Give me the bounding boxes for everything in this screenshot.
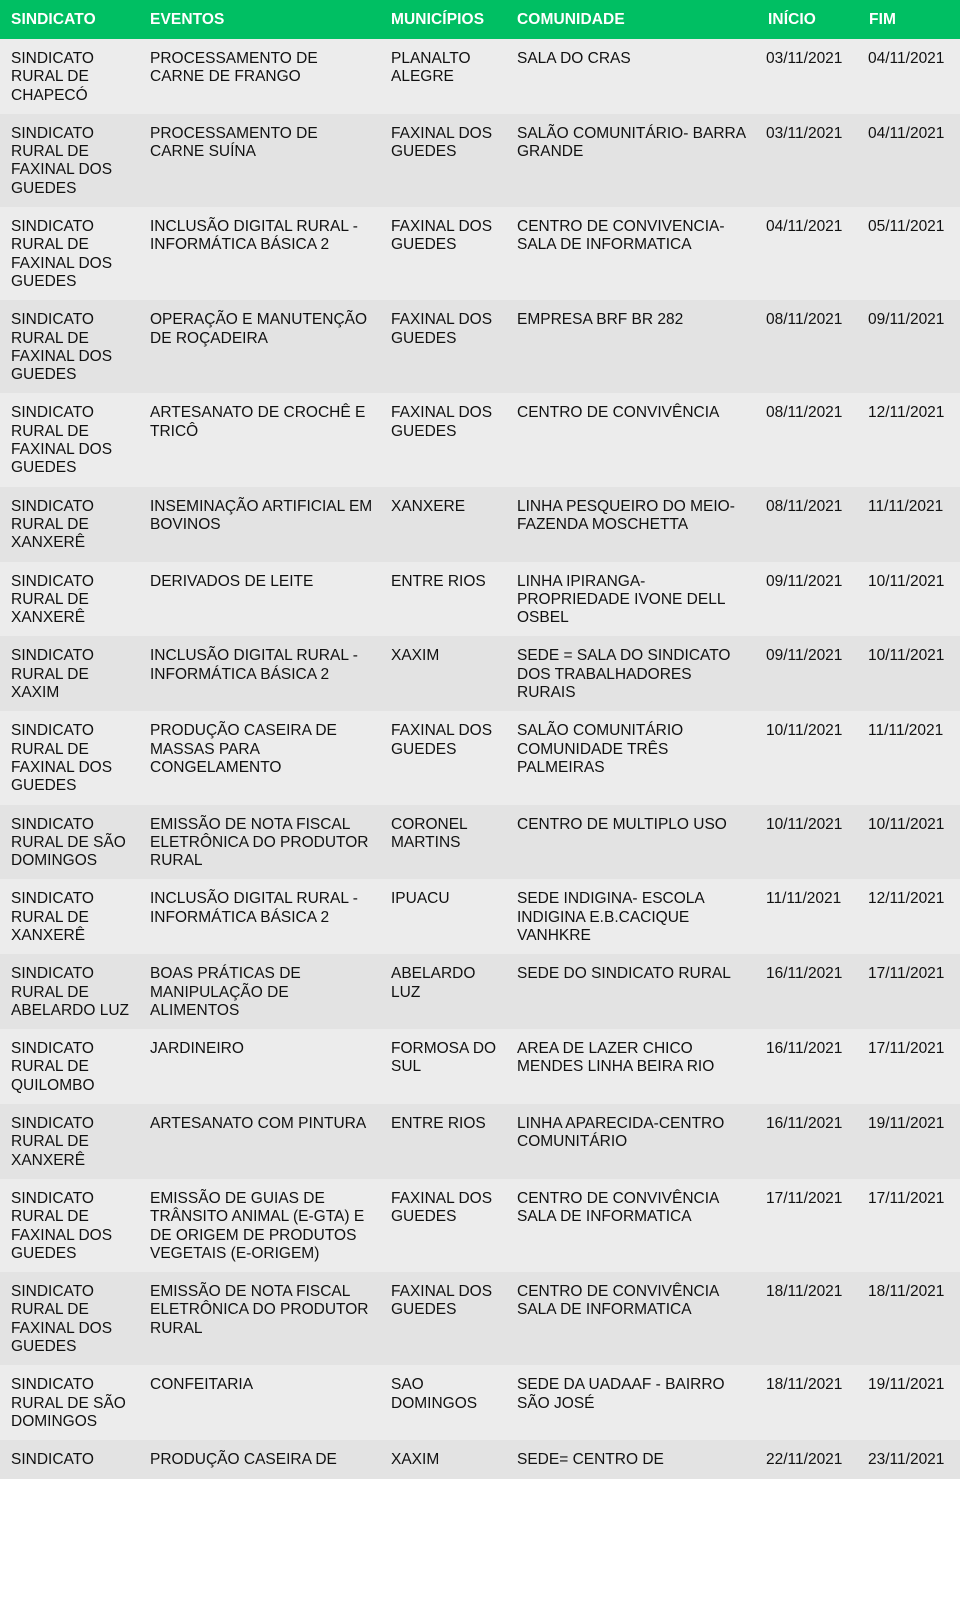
table-row[interactable]	[0, 300, 960, 393]
cell-evento: BOAS PRÁTICAS DE MANIPULAÇÃO DE ALIMENTOS	[150, 965, 301, 1019]
table-row[interactable]	[0, 1029, 960, 1104]
cell-sindicato: SINDICATO RURAL DE XANXERÊ	[11, 1115, 94, 1169]
cell-inicio: 10/11/2021	[766, 815, 843, 833]
cell-inicio: 03/11/2021	[766, 50, 843, 67]
cell-inicio: 08/11/2021	[766, 497, 843, 515]
cell-municipio: SAO DOMINGOS	[391, 1376, 478, 1412]
cell-municipio: ABELARDO LUZ	[391, 965, 476, 1001]
cell-fim: 12/11/2021	[868, 890, 945, 908]
cell-comunidade: SEDE DA UADAAF - BAIRRO SÃO JOSÉ	[517, 1376, 725, 1412]
cell-municipio: XAXIM	[391, 647, 440, 665]
cell-sindicato: SINDICATO RURAL DE SÃO DOMINGOS	[11, 815, 126, 870]
table-row[interactable]	[0, 562, 960, 637]
cell-sindicato: SINDICATO	[11, 1451, 94, 1469]
cell-sindicato: SINDICATO RURAL DE FAXINAL DOS GUEDES	[11, 311, 113, 384]
cell-evento: EMISSÃO DE GUIAS DE TRÂNSITO ANIMAL (E-GTA) E DE ORIGEM DE PRODUTOS VEGETAIS (E-ORIGEM)	[150, 1189, 365, 1262]
table-row[interactable]	[0, 487, 960, 562]
cell-municipio: FAXINAL DOS GUEDES	[391, 218, 493, 254]
cell-evento: PROCESSAMENTO DE CARNE DE FRANGO	[150, 50, 318, 86]
cell-municipio: FORMOSA DO SUL	[391, 1040, 497, 1076]
header-municipios[interactable]: MUNICÍPIOS	[391, 10, 485, 28]
cell-inicio: 11/11/2021	[766, 890, 842, 908]
cell-inicio: 09/11/2021	[766, 647, 843, 665]
cell-evento: INCLUSÃO DIGITAL RURAL - INFORMÁTICA BÁSICA 2	[150, 218, 358, 254]
header-inicio[interactable]: INÍCIO	[768, 10, 816, 28]
cell-fim: 09/11/2021	[868, 311, 945, 329]
cell-fim: 17/11/2021	[868, 1040, 945, 1058]
cell-comunidade: SALÃO COMUNITÁRIO COMUNIDADE TRÊS PALMEIRAS	[517, 722, 684, 776]
cell-evento: INCLUSÃO DIGITAL RURAL - INFORMÁTICA BÁSICA 2	[150, 890, 358, 926]
cell-comunidade: LINHA IPIRANGA- PROPRIEDADE IVONE DELL OSBEL	[517, 572, 725, 627]
cell-fim: 17/11/2021	[868, 1189, 945, 1207]
cell-sindicato: SINDICATO RURAL DE XANXERÊ	[11, 572, 94, 627]
cell-fim: 04/11/2021	[868, 124, 945, 142]
cell-fim: 18/11/2021	[868, 1283, 945, 1301]
cell-municipio: FAXINAL DOS GUEDES	[391, 1189, 493, 1226]
table-row[interactable]	[0, 1104, 960, 1179]
cell-inicio: 18/11/2021	[766, 1283, 843, 1301]
cell-evento: CONFEITARIA	[150, 1376, 254, 1394]
cell-sindicato: SINDICATO RURAL DE QUILOMBO	[11, 1040, 95, 1094]
cell-sindicato: SINDICATO RURAL DE FAXINAL DOS GUEDES	[11, 404, 113, 477]
cell-evento: JARDINEIRO	[150, 1040, 244, 1058]
cell-comunidade: AREA DE LAZER CHICO MENDES LINHA BEIRA RIO	[517, 1040, 715, 1076]
table-row[interactable]	[0, 954, 960, 1029]
cell-inicio: 04/11/2021	[766, 218, 843, 236]
cell-comunidade: SALÃO COMUNITÁRIO- BARRA GRANDE	[517, 124, 746, 161]
cell-sindicato: SINDICATO RURAL DE FAXINAL DOS GUEDES	[11, 1283, 113, 1356]
cell-fim: 04/11/2021	[868, 50, 945, 67]
cell-fim: 19/11/2021	[868, 1376, 945, 1394]
cell-inicio: 03/11/2021	[766, 124, 843, 142]
cell-evento: EMISSÃO DE NOTA FISCAL ELETRÔNICA DO PRODUTOR RURAL	[150, 815, 369, 870]
cell-municipio: IPUACU	[391, 890, 450, 908]
cell-municipio: FAXINAL DOS GUEDES	[391, 1283, 493, 1319]
cell-municipio: ENTRE RIOS	[391, 572, 486, 590]
cell-evento: PROCESSAMENTO DE CARNE SUÍNA	[150, 124, 318, 161]
cell-comunidade: CENTRO DE CONVIVENCIA- SALA DE INFORMATICA	[517, 218, 725, 254]
table-row[interactable]	[0, 114, 960, 207]
cell-fim: 05/11/2021	[868, 218, 945, 236]
cell-inicio: 17/11/2021	[766, 1189, 843, 1207]
cell-comunidade: SALA DO CRAS	[517, 50, 631, 67]
cell-sindicato: SINDICATO RURAL DE ABELARDO LUZ	[11, 965, 130, 1019]
cell-evento: PRODUÇÃO CASEIRA DE	[150, 1451, 337, 1469]
cell-sindicato: SINDICATO RURAL DE XAXIM	[11, 647, 94, 702]
cell-comunidade: LINHA PESQUEIRO DO MEIO- FAZENDA MOSCHETTA	[517, 497, 735, 533]
cell-sindicato: SINDICATO RURAL DE XANXERÊ	[11, 890, 94, 944]
cell-evento: DERIVADOS DE LEITE	[150, 572, 314, 590]
cell-municipio: XANXERE	[391, 497, 466, 515]
cell-sindicato: SINDICATO RURAL DE FAXINAL DOS GUEDES	[11, 722, 113, 795]
cell-municipio: PLANALTO ALEGRE	[391, 50, 471, 86]
cell-comunidade: SEDE= CENTRO DE	[517, 1451, 664, 1469]
table-row[interactable]	[0, 1365, 960, 1440]
header-eventos[interactable]: EVENTOS	[150, 10, 225, 28]
table-row[interactable]	[0, 636, 960, 711]
cell-evento: ARTESANATO DE CROCHÊ E TRICÔ	[150, 404, 366, 440]
table-body	[0, 39, 960, 1479]
cell-inicio: 08/11/2021	[766, 311, 843, 329]
cell-fim: 23/11/2021	[868, 1451, 945, 1469]
cell-evento: ARTESANATO COM PINTURA	[150, 1115, 367, 1133]
cell-sindicato: SINDICATO RURAL DE SÃO DOMINGOS	[11, 1376, 126, 1430]
cell-inicio: 10/11/2021	[766, 722, 843, 740]
cell-sindicato: SINDICATO RURAL DE FAXINAL DOS GUEDES	[11, 124, 113, 197]
cell-evento: PRODUÇÃO CASEIRA DE MASSAS PARA CONGELAMENTO	[150, 722, 337, 776]
cell-comunidade: CENTRO DE CONVIVÊNCIA SALA DE INFORMATICA	[517, 1189, 719, 1226]
cell-sindicato: SINDICATO RURAL DE XANXERÊ	[11, 497, 94, 552]
cell-comunidade: LINHA APARECIDA-CENTRO COMUNITÁRIO	[517, 1115, 725, 1151]
cell-fim: 12/11/2021	[868, 404, 945, 422]
cell-fim: 10/11/2021	[868, 572, 945, 590]
cell-evento: OPERAÇÃO E MANUTENÇÃO DE ROÇADEIRA	[150, 311, 368, 347]
cell-inicio: 09/11/2021	[766, 572, 843, 590]
cell-fim: 10/11/2021	[868, 815, 945, 833]
cell-inicio: 16/11/2021	[766, 1040, 843, 1058]
table-row[interactable]	[0, 1440, 960, 1478]
table-row[interactable]	[0, 711, 960, 804]
cell-municipio: FAXINAL DOS GUEDES	[391, 722, 493, 758]
cell-comunidade: CENTRO DE CONVIVÊNCIA SALA DE INFORMATICA	[517, 1283, 719, 1319]
cell-comunidade: CENTRO DE MULTIPLO USO	[517, 815, 727, 833]
table-row[interactable]	[0, 207, 960, 300]
cell-inicio: 18/11/2021	[766, 1376, 843, 1394]
cell-sindicato: SINDICATO RURAL DE FAXINAL DOS GUEDES	[11, 1189, 113, 1262]
cell-comunidade: SEDE INDIGINA- ESCOLA INDIGINA E.B.CACIQUE VANHKRE	[517, 890, 704, 944]
cell-comunidade: SEDE DO SINDICATO RURAL	[517, 965, 731, 983]
cell-inicio: 16/11/2021	[766, 965, 843, 983]
header-fim[interactable]: FIM	[869, 10, 896, 28]
cell-evento: INCLUSÃO DIGITAL RURAL - INFORMÁTICA BÁSICA 2	[150, 647, 358, 683]
cell-fim: 10/11/2021	[868, 647, 945, 665]
cell-evento: EMISSÃO DE NOTA FISCAL ELETRÔNICA DO PRODUTOR RURAL	[150, 1283, 369, 1337]
cell-fim: 11/11/2021	[868, 497, 944, 515]
table-row[interactable]	[0, 879, 960, 954]
cell-comunidade: SEDE = SALA DO SINDICATO DOS TRABALHADORES RURAIS	[517, 647, 731, 702]
cell-comunidade: CENTRO DE CONVIVÊNCIA	[517, 404, 720, 422]
header-sindicato[interactable]: SINDICATO	[11, 10, 96, 28]
table-row[interactable]	[0, 805, 960, 880]
cell-municipio: FAXINAL DOS GUEDES	[391, 404, 493, 440]
table-row[interactable]	[0, 393, 960, 486]
cell-sindicato: SINDICATO RURAL DE FAXINAL DOS GUEDES	[11, 218, 113, 290]
cell-evento: INSEMINAÇÃO ARTIFICIAL EM BOVINOS	[150, 497, 373, 533]
table-row[interactable]	[0, 1179, 960, 1272]
table-row[interactable]	[0, 39, 960, 114]
table-header	[0, 0, 960, 39]
cell-fim: 17/11/2021	[868, 965, 945, 983]
cell-comunidade: EMPRESA BRF BR 282	[517, 311, 684, 329]
cell-sindicato: SINDICATO RURAL DE CHAPECÓ	[11, 50, 94, 104]
cell-fim: 11/11/2021	[868, 722, 944, 740]
header-row	[0, 0, 960, 39]
cell-fim: 19/11/2021	[868, 1115, 945, 1133]
cell-municipio: ENTRE RIOS	[391, 1115, 486, 1133]
table-row[interactable]	[0, 1272, 960, 1365]
cell-municipio: CORONEL MARTINS	[391, 815, 468, 851]
cell-municipio: XAXIM	[391, 1451, 440, 1469]
cell-municipio: FAXINAL DOS GUEDES	[391, 311, 493, 347]
cell-inicio: 08/11/2021	[766, 404, 843, 422]
cell-inicio: 22/11/2021	[766, 1451, 843, 1469]
cell-inicio: 16/11/2021	[766, 1115, 843, 1133]
cell-municipio: FAXINAL DOS GUEDES	[391, 124, 493, 161]
header-comunidade[interactable]: COMUNIDADE	[517, 10, 625, 28]
